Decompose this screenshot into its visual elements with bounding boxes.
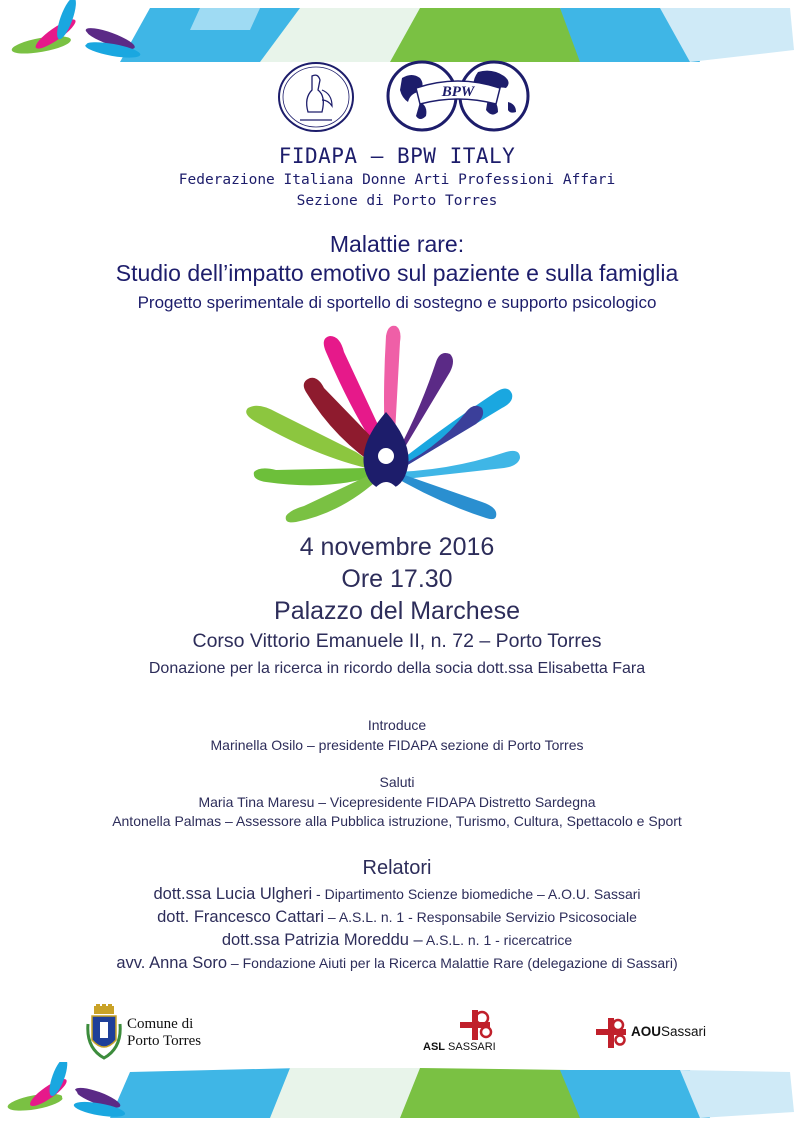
event-title-line2: Studio dell’impatto emotivo sul paziente e sulla famiglia bbox=[115, 260, 679, 286]
event-subtitle: Progetto sperimentale di sportello di sostegno e supporto psicologico bbox=[137, 293, 657, 312]
org-title: FIDAPA – BPW ITALY bbox=[278, 144, 516, 168]
aou-cross-icon bbox=[594, 1016, 628, 1050]
relatore-name: dott.ssa Patrizia Moreddu – bbox=[221, 931, 423, 949]
introduce-label: Introduce bbox=[367, 717, 427, 733]
event-address: Corso Vittorio Emanuele II, n. 72 – Porto Torres bbox=[192, 630, 602, 652]
relatore-role: – Fondazione Aiuti per la Ricerca Malattie Rare (delegazione di Sassari) bbox=[227, 955, 678, 971]
relatore-row bbox=[0, 885, 794, 904]
relatore-role: - Dipartimento Scienze biomediche – A.O.U. Sassari bbox=[312, 886, 641, 902]
relatore-name: avv. Anna Soro bbox=[116, 954, 228, 972]
event-time: Ore 17.30 bbox=[341, 565, 453, 593]
asl-rest: SASSARI bbox=[445, 1041, 496, 1053]
bottom-decorative-band bbox=[0, 1062, 794, 1123]
comune-line2: Porto Torres bbox=[127, 1033, 202, 1049]
relatore-role: – A.S.L. n. 1 - Responsabile Servizio Psicosociale bbox=[324, 909, 637, 925]
aou-logo-text bbox=[631, 1024, 706, 1039]
relatore-name: dott.ssa Lucia Ulgheri bbox=[153, 885, 313, 903]
aou-rest: Sassari bbox=[661, 1024, 707, 1039]
event-title-line1: Malattie rare: bbox=[329, 231, 465, 257]
org-full-name: Federazione Italiana Donne Arti Professioni Affari bbox=[178, 172, 616, 188]
event-date: 4 novembre 2016 bbox=[299, 533, 495, 561]
relatore-role: A.S.L. n. 1 - ricercatrice bbox=[422, 932, 573, 948]
aou-bold: AOU bbox=[631, 1024, 661, 1039]
donation-note: Donazione per la ricerca in ricordo della socia dott.ssa Elisabetta Fara bbox=[148, 660, 646, 677]
introduce-person: Marinella Osilo – presidente FIDAPA sezione di Porto Torres bbox=[210, 737, 584, 753]
relatore-row bbox=[0, 931, 794, 950]
comune-crest-icon bbox=[86, 1004, 122, 1060]
relatori-heading: Relatori bbox=[362, 857, 432, 879]
comune-line1: Comune di bbox=[127, 1016, 194, 1032]
event-venue: Palazzo del Marchese bbox=[274, 597, 520, 625]
asl-logo-text bbox=[423, 1041, 496, 1053]
asl-bold: ASL bbox=[423, 1041, 445, 1053]
bpw-logo-text: BPW bbox=[441, 84, 475, 100]
saluti-person-1: Maria Tina Maresu – Vicepresidente FIDAPA Distretto Sardegna bbox=[198, 794, 596, 810]
relatore-row bbox=[0, 908, 794, 927]
rare-disease-hands-emblem bbox=[236, 322, 536, 530]
section-name: Sezione di Porto Torres bbox=[296, 193, 498, 209]
saluti-person-2: Antonella Palmas – Assessore alla Pubblica istruzione, Turismo, Cultura, Spettacolo e Sport bbox=[112, 813, 682, 829]
bpw-logo bbox=[384, 58, 532, 134]
relatore-row bbox=[0, 954, 794, 973]
relatore-name: dott. Francesco Cattari bbox=[157, 908, 325, 926]
asl-cross-icon bbox=[456, 1008, 496, 1042]
fidapa-logo bbox=[276, 60, 356, 134]
comune-logo-text bbox=[127, 1016, 201, 1050]
top-decorative-band bbox=[0, 0, 794, 62]
saluti-label: Saluti bbox=[379, 774, 415, 790]
